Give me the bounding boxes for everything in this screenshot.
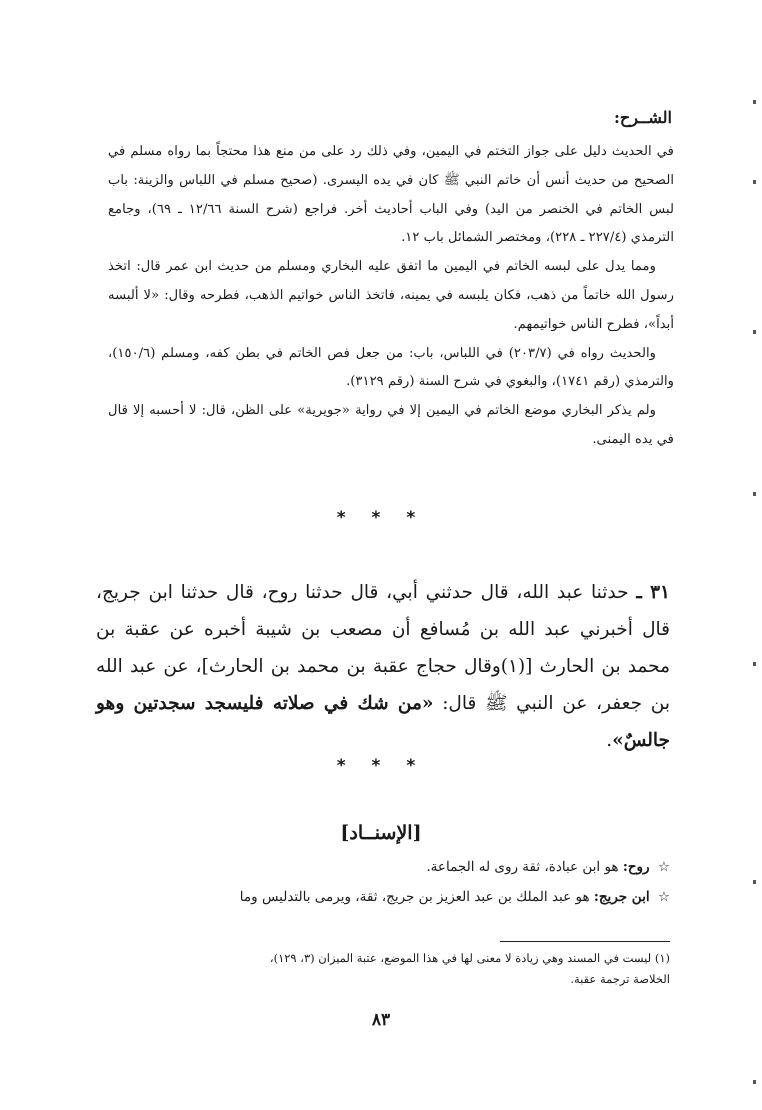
- hadith-matn: «من شك في صلاته فليسجد سجدتين وهو جالسٌ»: [96, 693, 670, 751]
- hadith-31: [96, 574, 670, 759]
- sharh-body: [108, 138, 674, 455]
- footnote: [98, 948, 670, 990]
- isnad-list: [98, 852, 670, 912]
- isnad-heading: [الإسنــاد]: [340, 822, 422, 844]
- star-bullet-icon: ☆: [657, 889, 670, 905]
- narrator-description: هو ابن عبادة، ثقة روى له الجماعة.: [426, 859, 619, 875]
- sharh-paragraph-3: والحديث رواه في (٢٠٣/٧) في اللباس، باب: من جعل فص الخاتم في بطن كفه، ومسلم (١٥٠/٦)، والترمذي (رقم ١٧٤١)، والبغوي في شرح السنة (رقم ٣١٢٩).: [108, 345, 674, 390]
- margin-tick: [753, 100, 756, 104]
- hadith-number: ٣١ ـ: [636, 582, 670, 603]
- margin-tick: [753, 880, 756, 884]
- section-separator-1: * * *: [336, 508, 426, 528]
- margin-tick: [753, 662, 756, 666]
- isnad-entry-rawh: [98, 852, 670, 882]
- margin-tick: [753, 1080, 756, 1084]
- footnote-line-2: الخلاصة ترجمة عقبة.: [570, 972, 670, 986]
- sharh-paragraph-4: ولم يذكر البخاري موضع الخاتم في اليمين إلا في رواية «جويرية» على الظن، قال: لا أحسبه إلا قال في يده اليمنى.: [108, 403, 674, 447]
- footnote-line-1: (١) ليست في المسند وهي زيادة لا معنى لها في هذا الموضع، عتبة الميزان (٣، ١٢٩)،: [269, 951, 670, 965]
- page-number: ٨٣: [371, 1010, 391, 1030]
- narrator-name: روح:: [622, 859, 650, 875]
- sharh-paragraph-2: ومما يدل على لبسه الخاتم في اليمين ما اتفق عليه البخاري ومسلم من حديث ابن عمر قال: اتخذ رسول الله خاتماً من ذهب، فكان يلبسه في يمينه، فاتخذ الناس خواتيم الذهب، فطرحه وقال: «لا ألبسه أبداً»، فطرح الناس خواتيمهم.: [108, 259, 674, 332]
- hadith-chain: حدثنا عبد الله، قال حدثني أبي، قال حدثنا روح، قال حدثنا ابن جريج، قال أخبرني عبد الله بن مُسافع أن مصعب بن شيبة أخبره عن عقبة بن محمد بن الحارث [(١)وقال حجاج عقبة بن محمد بن الحارث]، عن عبد الله بن جعفر، عن النبي ﷺ قال:: [96, 582, 670, 714]
- margin-tick: [753, 330, 756, 334]
- section-separator-2: * * *: [336, 756, 426, 776]
- sharh-paragraph-1: في الحديث دليل على جواز التختم في اليمين، وفي ذلك رد على من منع هذا محتجاً بما رواه مسلم في الصحيح من حديث أنس أن خاتم النبي ﷺ كان في يده اليسرى. (صحيح مسلم في اللباس والزينة: باب لبس الخاتم في الخنصر من اليد) وفي الباب أحاديث أخر. فراجع (شرح السنة ١٢/٦٦ ـ ٦٩)، وجامع الترمذي (٢٢٧/٤ ـ ٢٢٨)، ومختصر الشمائل باب ١٢.: [108, 144, 675, 246]
- hadith-end: .: [606, 730, 613, 751]
- narrator-description: هو عبد الملك بن عبد العزيز بن جريج، ثقة، ويرمى بالتدليس وما: [239, 889, 590, 905]
- narrator-name: ابن جريج:: [593, 889, 650, 905]
- star-bullet-icon: ☆: [657, 859, 670, 875]
- footnote-divider: [500, 941, 670, 942]
- sharh-heading: الشــرح:: [613, 108, 672, 127]
- margin-tick: [753, 180, 756, 184]
- isnad-entry-ibn-jurayj: [98, 882, 670, 912]
- margin-tick: [753, 492, 756, 496]
